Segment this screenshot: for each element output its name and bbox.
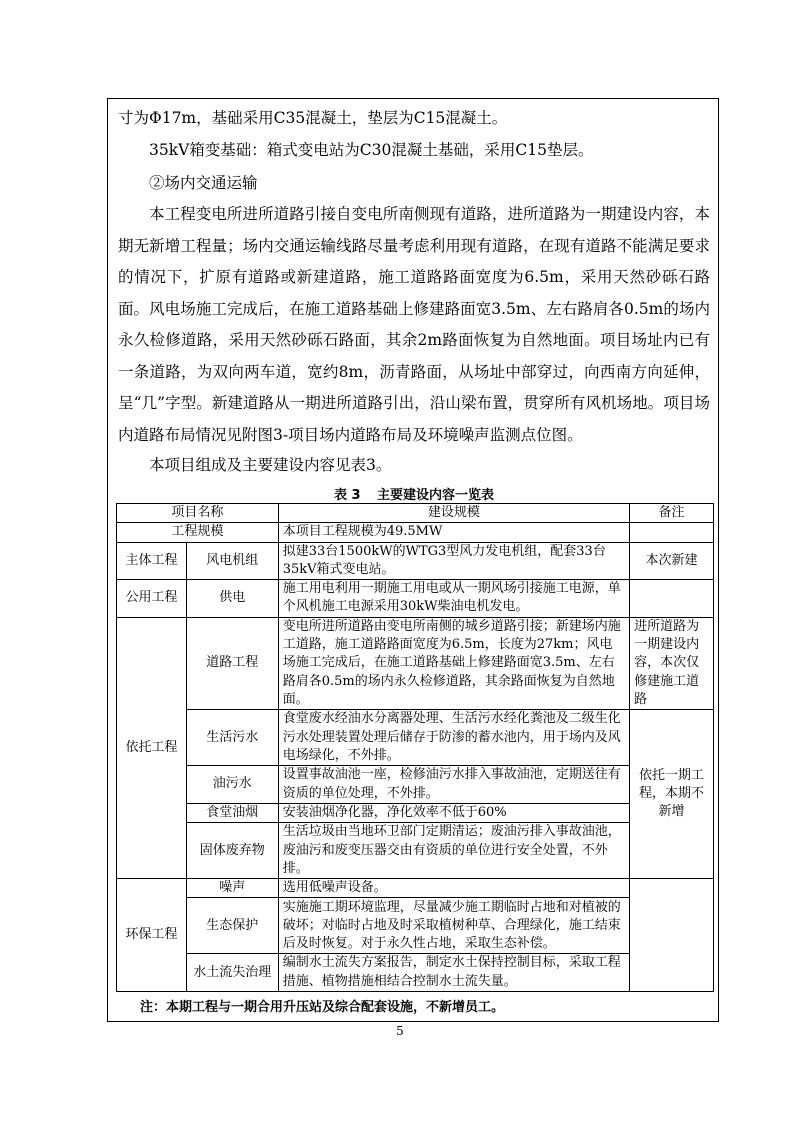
cell-env-category: 环保工程 xyxy=(117,879,187,992)
page-number: 5 xyxy=(396,1024,404,1038)
cell-main-category: 主体工程 xyxy=(117,542,187,580)
paragraph-table-ref: 本项目组成及主要建设内容见表3。 xyxy=(149,456,392,474)
cell-sewage-text: 食堂废水经油水分离器处理、生活污水经化粪池及二级生化污水处理装置处理后储存于防渗的蓄水池内，用于场内及风电场绿化，不外排。 xyxy=(278,710,629,766)
table-caption xyxy=(118,484,710,503)
cell-fume-item: 食堂油烟 xyxy=(186,803,278,822)
header-scale: 建设规模 xyxy=(278,504,629,523)
cell-rely-note: 依托一期工程，本期不新增 xyxy=(630,710,714,879)
table-caption-number: 表 3 xyxy=(333,488,361,503)
paragraph-box-substation: 35kV箱变基础：箱式变电站为C30混凝土基础，采用C15垫层。 xyxy=(149,141,594,159)
table-note: 注：本期工程与一期合用升压站及综合配套设施，不新增员工。 xyxy=(140,1000,505,1015)
table-row xyxy=(117,879,714,898)
cell-road-item: 道路工程 xyxy=(186,617,278,709)
table-row xyxy=(117,766,714,804)
paragraph-traffic: 本工程变电所进所道路引接自变电所南侧现有道路，进所道路为一期建设内容，本期无新增工程量；场内交通运输线路尽量考虑利用现有道路，在现有道路不能满足要求的情况下，扩原有道路或新建道路，施工道路路面宽度为6.5m，采用天然砂砾石路面。风电场施工完成后，在施工道路基础上修建路面宽3.5m、左右路肩各0.5m的场内永久检修道路，采用天然砂砾石路面，其余2m路面恢复为自然地面。项目场址内已有一条道路，为双向两车道，宽约8m，沥青路面，从场址中部穿过，向西南方向延伸，呈“几”字型。新建道路从一期进所道路引出，沿山梁布置，贯穿所有风机场地。项目场内道路布局情况见附图3-项目场内道路布局及环境噪声监测点位图。 xyxy=(118,205,710,444)
table-row xyxy=(117,823,714,879)
table-caption-title: 主要建设内容一览表 xyxy=(377,488,495,503)
cell-public-category: 公用工程 xyxy=(117,580,187,618)
table-row xyxy=(117,523,714,542)
cell-oil-item: 油污水 xyxy=(186,766,278,804)
cell-public-item: 供电 xyxy=(186,580,278,618)
cell-solid-item: 固体废弃物 xyxy=(186,823,278,879)
paragraph-foundation: 寸为Φ17m，基础采用C35混凝土，垫层为C15混凝土。 xyxy=(118,109,508,127)
cell-empty xyxy=(630,580,714,618)
cell-road-text: 变电所进所道路由变电所南侧的城乡道路引接；新建场内施工道路，施工道路路面宽度为6.5m，长度为27km；风电场施工完成后，在施工道路基础上修建路面宽3.5m、左右路肩各0.5m的场内永久检修道路，其余路面恢复为自然地面。 xyxy=(278,617,629,709)
table-row xyxy=(117,898,714,954)
table-header-row xyxy=(117,504,714,523)
cell-soil-item: 水土流失治理 xyxy=(186,954,278,992)
cell-solid-text: 生活垃圾由当地环卫部门定期清运；废油污排入事故油池，废油污和废变压器交由有资质的单位进行安全处置，不外排。 xyxy=(278,823,629,879)
cell-public-text: 施工用电利用一期施工用电或从一期风场引接施工电源，单个风机施工电源采用30kW柴油电机发电。 xyxy=(278,580,629,618)
construction-table xyxy=(116,503,714,992)
cell-noise-text: 选用低噪声设备。 xyxy=(278,879,629,898)
cell-eco-item: 生态保护 xyxy=(186,898,278,954)
cell-scale-text: 本项目工程规模为49.5MW xyxy=(278,523,629,542)
table-row xyxy=(117,710,714,766)
cell-eco-text: 实施施工期环境监理，尽量减少施工期临时占地和对植被的破坏；对临时占地及时采取植树种草、合理绿化，施工结束后及时恢复。对于永久性占地，采取生态补偿。 xyxy=(278,898,629,954)
cell-scale-label: 工程规模 xyxy=(117,523,279,542)
cell-oil-text: 设置事故油池一座，检修油污水排入事故油池，定期送往有资质的单位处理，不外排。 xyxy=(278,766,629,804)
cell-empty xyxy=(630,523,714,542)
table-row xyxy=(117,954,714,992)
cell-fume-text: 安装油烟净化器，净化效率不低于60% xyxy=(278,803,629,822)
header-project-name: 项目名称 xyxy=(117,504,279,523)
cell-main-note: 本次新建 xyxy=(630,542,714,580)
cell-rely-category: 依托工程 xyxy=(117,617,187,878)
table-row xyxy=(117,542,714,580)
table-row xyxy=(117,803,714,822)
table-row xyxy=(117,617,714,709)
section-heading-traffic: ②场内交通运输 xyxy=(149,174,258,192)
cell-main-item: 风电机组 xyxy=(186,542,278,580)
cell-main-text: 拟建33台1500kW的WTG3型风力发电机组，配套33台35kV箱式变电站。 xyxy=(278,542,629,580)
cell-sewage-item: 生活污水 xyxy=(186,710,278,766)
cell-empty xyxy=(630,879,714,992)
cell-noise-item: 噪声 xyxy=(186,879,278,898)
header-note: 备注 xyxy=(630,504,714,523)
table-row xyxy=(117,580,714,618)
cell-soil-text: 编制水土流失方案报告，制定水土保持控制目标，采取工程措施、植物措施相结合控制水土流失量。 xyxy=(278,954,629,992)
cell-road-note: 进所道路为一期建设内容，本次仅修建施工道路 xyxy=(630,617,714,709)
